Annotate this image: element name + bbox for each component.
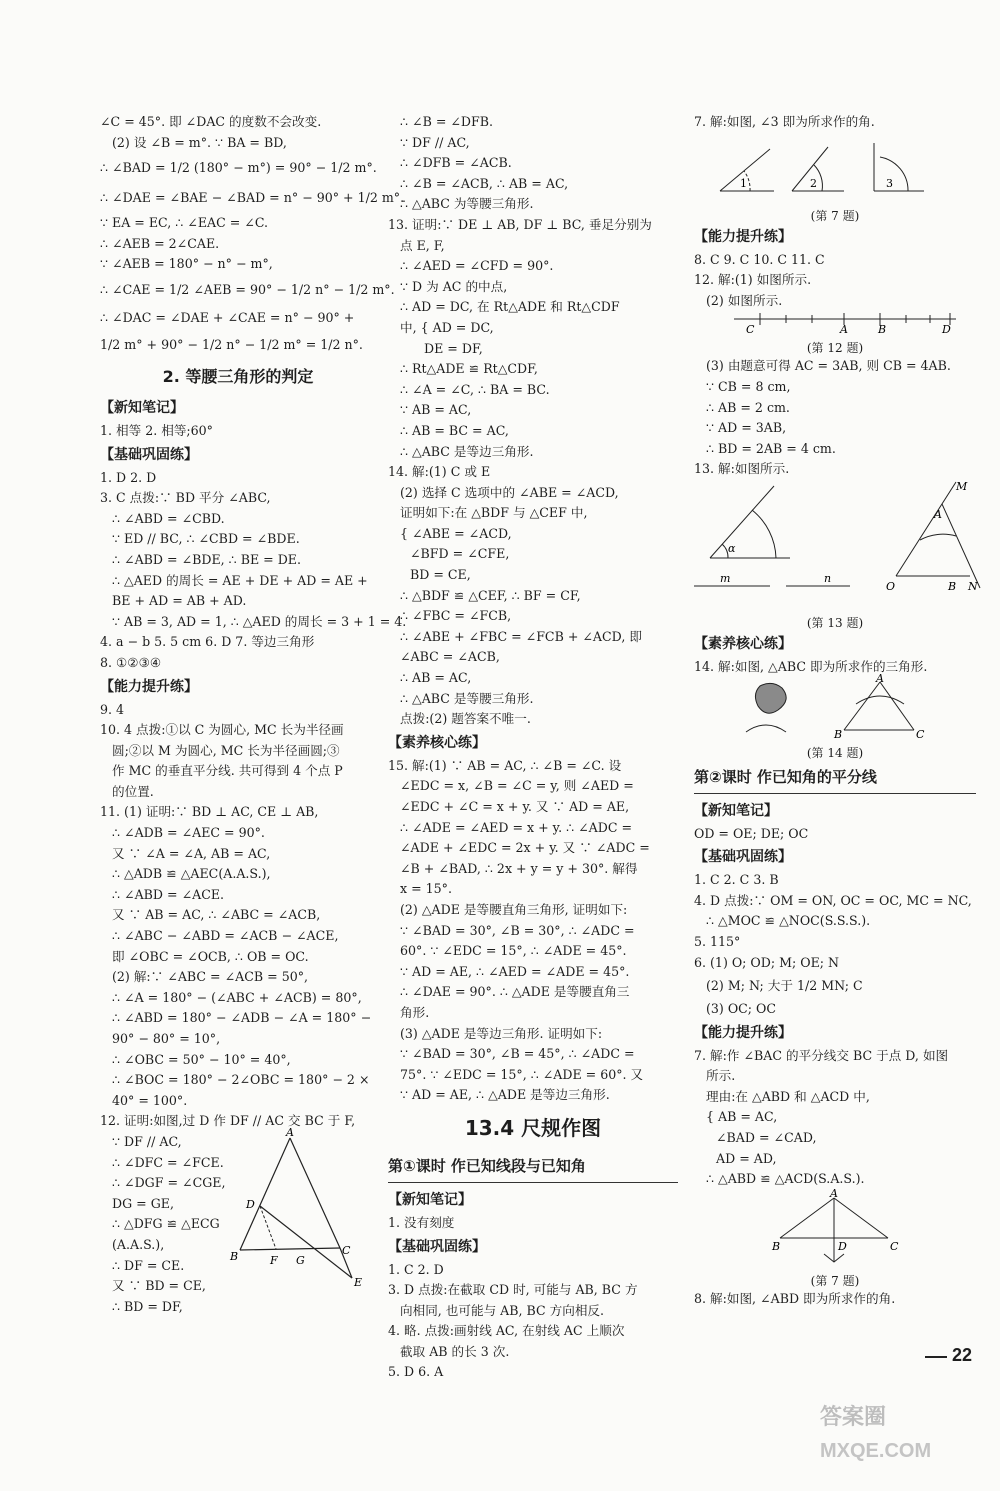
text-line: 1. C 2. C 3. B bbox=[694, 872, 779, 888]
text-line: 14. 解:(1) C 或 E bbox=[388, 464, 491, 480]
text-line: 又 ∵ BD = CE, bbox=[112, 1278, 206, 1294]
segment-diagram bbox=[694, 311, 976, 335]
text-line: (2) 解:∵ ∠ABC = ∠ACB = 50°, bbox=[112, 969, 309, 985]
vertex-label: D bbox=[246, 1197, 255, 1211]
text-line: 点拨:(2) 题答案不唯一. bbox=[400, 711, 531, 727]
text-line: 所示. bbox=[706, 1068, 736, 1084]
text-line: ∴ ∠AEB = 2∠CAE. bbox=[100, 235, 220, 251]
text-line: ∴ ∠DAC = ∠DAE + ∠CAE = n° − 90° + bbox=[100, 309, 355, 325]
vertex-label: C bbox=[916, 727, 925, 741]
subsection-label: 【新知笔记】 bbox=[100, 399, 184, 416]
column-left bbox=[100, 112, 407, 1322]
text-line: ∠EDC + ∠C = x + y. 又 ∵ AD = AE, bbox=[400, 799, 630, 814]
figure-caption: (第 7 题) bbox=[810, 1273, 860, 1288]
text-line: ∴ ∠ABD = 180° − ∠ADB − ∠A = 180° − bbox=[112, 1010, 372, 1026]
vertex-label: G bbox=[296, 1253, 305, 1267]
text-line: 7. 解:作 ∠BAC 的平分线交 BC 于点 D, 如图 bbox=[694, 1047, 949, 1063]
text-line: 又 ∵ AB = AC, ∴ ∠ABC = ∠ACB, bbox=[112, 907, 321, 923]
vertex-label: A bbox=[830, 1186, 838, 1200]
text-line: ∴ △ABC 是等边三角形. bbox=[400, 443, 534, 459]
text-line: ∴ AB = AC, bbox=[400, 670, 472, 686]
text-line: x = 15°. bbox=[400, 881, 452, 897]
text-line: ∴ BD = DF, bbox=[112, 1298, 183, 1314]
point-label: A bbox=[840, 323, 848, 337]
angle-label: 2 bbox=[810, 176, 817, 190]
text-line: (3) △ADE 是等边三角形. 证明如下: bbox=[400, 1025, 603, 1041]
angle-label: α bbox=[728, 541, 736, 555]
text-line: ∵ ED // BC, ∴ ∠CBD = ∠BDE. bbox=[112, 531, 300, 547]
text-line: (2) 设 ∠B = m°. ∵ BA = BD, bbox=[112, 134, 287, 150]
text-line: ∴ ∠BOC = 180° − 2∠OBC = 180° − 2 × bbox=[112, 1072, 370, 1088]
figure-caption: (第 7 题) bbox=[810, 208, 860, 223]
subsection-label: 【能力提升练】 bbox=[100, 678, 198, 695]
text-line: ∴ ∠FBC = ∠FCB, bbox=[400, 608, 512, 624]
text-line: ∴ ∠DAE = ∠BAE − ∠BAD = n° − 90° + 1/2 m°. bbox=[100, 190, 405, 206]
text-line: ∵ AD = AE, ∴ ∠AED = ∠ADE = 45°. bbox=[400, 963, 630, 979]
text-line: AD = AD, bbox=[716, 1150, 777, 1166]
subsection-label: 【能力提升练】 bbox=[694, 1024, 792, 1041]
text-line: ∴ ∠B = ∠ACB, ∴ AB = AC, bbox=[400, 175, 569, 191]
text-line: ∴ △ABD ≌ △ACD(S.A.S.). bbox=[706, 1171, 865, 1187]
vertex-label: F bbox=[270, 1253, 278, 1267]
text-line: 8. ①②③④ bbox=[100, 654, 162, 670]
vertex-label: E bbox=[354, 1275, 363, 1289]
text-line: (2) △ADE 是等腰直角三角形, 证明如下: bbox=[400, 901, 628, 917]
text-line: BE + AD = AB + AD. bbox=[112, 593, 247, 609]
subsection-label: 【能力提升练】 bbox=[694, 228, 792, 245]
text-line: ∴ ∠DFC = ∠FCE. bbox=[112, 1154, 224, 1170]
text-line: 的位置. bbox=[112, 783, 154, 799]
text-line: ∠EDC = x, ∠B = ∠C = y, 则 ∠AED = bbox=[400, 778, 634, 794]
text-line: 6. (1) O; OD; M; OE; N bbox=[694, 954, 840, 970]
triangle-diagram bbox=[230, 1125, 370, 1302]
column-middle bbox=[388, 112, 678, 1383]
text-line: ∴ △AED 的周长 = AE + DE + AD = AE + bbox=[112, 572, 368, 588]
vertex-label: B bbox=[772, 1239, 781, 1253]
text-line: ∠BFD = ∠CFE, bbox=[410, 546, 510, 562]
text-line: ∴ ∠OBC = 50° − 10° = 40°, bbox=[112, 1051, 291, 1067]
subsection-label: 【素养核心练】 bbox=[694, 635, 792, 652]
text-line: ∴ AB = 2 cm. bbox=[706, 399, 790, 415]
watermark: 答案圈 bbox=[820, 1404, 887, 1429]
point-label: O bbox=[886, 579, 896, 593]
text-line: ∵ ∠BAD = 30°, ∠B = 45°, ∴ ∠ADC = bbox=[400, 1046, 635, 1062]
text-line: ∴ ∠DFB = ∠ACB. bbox=[400, 155, 512, 171]
text-line: ∴ ∠ABD = ∠BDE, ∴ BE = DE. bbox=[112, 551, 301, 567]
bisector-diagram bbox=[694, 1186, 976, 1268]
segment-label: m bbox=[720, 571, 731, 585]
figure-q12-left bbox=[100, 1125, 376, 1322]
text-line: 4. 略. 点拨:画射线 AC, 在射线 AC 上顺次 bbox=[388, 1323, 625, 1339]
text-line: ∵ ∠AEB = 180° − n° − m°, bbox=[100, 256, 273, 272]
text-line: 截取 AB 的长 3 次. bbox=[400, 1343, 510, 1359]
text-line: ∵ AD = AE, ∴ △ADE 是等边三角形. bbox=[400, 1087, 610, 1103]
text-line: (2) M; N; 大于 1/2 MN; C bbox=[706, 978, 863, 994]
text-line: 向相同, 也可能与 AB, BC 方向相反. bbox=[400, 1302, 605, 1318]
text-line: ∵ AD = 3AB, bbox=[706, 420, 787, 436]
text-line: ∴ △ADB ≌ △AEC(A.A.S.), bbox=[112, 866, 271, 882]
text-line: ∴ ∠AED = ∠CFD = 90°. bbox=[400, 258, 554, 274]
text-line: 中, { AD = DC, bbox=[400, 319, 494, 335]
text-line: (2) 如图所示. bbox=[706, 292, 783, 308]
text-line: 1. 相等 2. 相等;60° bbox=[100, 422, 213, 438]
text-line: 即 ∠OBC = ∠OCB, ∴ OB = OC. bbox=[112, 948, 309, 964]
subsection-label: 【新知笔记】 bbox=[388, 1191, 472, 1208]
text-line: 13. 证明:∵ DE ⊥ AB, DF ⊥ BC, 垂足分别为 bbox=[388, 216, 652, 232]
text-line: ∴ DF = CE. bbox=[112, 1257, 185, 1273]
text-line: (A.A.S.), bbox=[112, 1236, 165, 1252]
text-line: 1. C 2. D bbox=[388, 1261, 444, 1277]
text-line: 3. D 点拨:在截取 CD 时, 可能与 AB, BC 方 bbox=[388, 1282, 638, 1298]
text-line: { ∠ABE = ∠ACD, bbox=[400, 525, 512, 541]
angle-label: 1 bbox=[740, 176, 747, 190]
subsection-label: 【基础巩固练】 bbox=[100, 446, 198, 463]
figure-caption: (第 14 题) bbox=[806, 745, 864, 760]
text-line: 90° − 80° = 10°, bbox=[112, 1031, 221, 1046]
point-label: A bbox=[934, 507, 942, 521]
text-line: DE = DF, bbox=[424, 340, 483, 356]
watermark-url: MXQE.COM bbox=[820, 1440, 932, 1462]
text-line: ∴ ∠BAD = 1/2 (180° − m°) = 90° − 1/2 m°. bbox=[100, 160, 377, 176]
segment-label: n bbox=[824, 571, 832, 585]
text-line: ∴ ∠ADB = ∠AEC = 90°. bbox=[112, 825, 265, 841]
text-line: ∴ △ABC 是等腰三角形. bbox=[400, 690, 534, 706]
angle-label: 3 bbox=[886, 176, 893, 190]
text-line: ∵ AB = AC, bbox=[400, 402, 472, 418]
text-line: 证明如下:在 △BDF 与 △CEF 中, bbox=[400, 505, 588, 521]
text-line: ∵ EA = EC, ∴ ∠EAC = ∠C. bbox=[100, 215, 269, 231]
text-line: ∴ ∠A = 180° − (∠ABC + ∠ACB) = 80°, bbox=[112, 989, 362, 1005]
text-line: 10. 4 点拨:①以 C 为圆心, MC 长为半径画 bbox=[100, 722, 344, 738]
text-line: ∴ △MOC ≌ △NOC(S.S.S.). bbox=[706, 913, 871, 929]
text-line: ∴ △DFG ≌ △ECG bbox=[112, 1216, 220, 1232]
text-line: 3. C 点拨:∵ BD 平分 ∠ABC, bbox=[100, 490, 271, 506]
text-line: 1. 没有刻度 bbox=[388, 1214, 455, 1230]
text-line: ∵ CB = 8 cm, bbox=[706, 378, 791, 394]
figure-caption: (第 13 题) bbox=[806, 615, 864, 630]
point-label: M bbox=[956, 479, 968, 493]
text-line: DG = GE, bbox=[112, 1195, 174, 1211]
triangle-construction-diagram bbox=[694, 480, 976, 610]
text-line: OD = OE; DE; OC bbox=[694, 825, 809, 841]
text-line: ∴ ∠ABD = ∠CBD. bbox=[112, 510, 225, 526]
text-line: ∠ABC = ∠ACB, bbox=[400, 649, 500, 665]
subsection-label: 【新知笔记】 bbox=[694, 802, 778, 819]
triangle-diagram-q14 bbox=[694, 671, 976, 741]
text-line: ∴ ∠ABE + ∠FBC = ∠FCB + ∠ACD, 即 bbox=[400, 628, 642, 644]
lesson-heading: 第①课时 作已知线段与已知角 bbox=[388, 1150, 678, 1183]
text-line: ∴ ∠CAE = 1/2 ∠AEB = 90° − 1/2 n° − 1/2 m°. bbox=[100, 281, 395, 297]
subsection-label: 【基础巩固练】 bbox=[694, 849, 792, 866]
text-line: (3) 由题意可得 AC = 3AB, 则 CB = 4AB. bbox=[706, 358, 951, 374]
text-line: 点 E, F, bbox=[400, 237, 445, 253]
text-line: ∴ ∠DGF = ∠CGE, bbox=[112, 1175, 226, 1191]
text-line: 1. D 2. D bbox=[100, 469, 157, 485]
text-line: 1/2 m° + 90° − 1/2 n° − 1/2 m° = 1/2 n°. bbox=[100, 336, 363, 352]
figure-caption: (第 12 题) bbox=[806, 341, 864, 356]
text-line: 11. (1) 证明:∵ BD ⊥ AC, CE ⊥ AB, bbox=[100, 804, 319, 820]
vertex-label: C bbox=[890, 1239, 899, 1253]
vertex-label: B bbox=[834, 727, 843, 741]
text-line: 12. 解:(1) 如图所示. bbox=[694, 272, 812, 288]
subsection-label: 【素养核心练】 bbox=[388, 734, 486, 751]
text-line: 5. D 6. A bbox=[388, 1364, 444, 1380]
page-number-rule bbox=[925, 1356, 947, 1358]
text-line: ∵ ∠BAD = 30°, ∠B = 30°, ∴ ∠ADC = bbox=[400, 922, 635, 938]
text-line: 4. D 点拨:∵ OM = ON, OC = OC, MC = NC, bbox=[694, 892, 972, 908]
text-line: ∴ ∠ABD = ∠ACE. bbox=[112, 886, 225, 902]
text-line: ∴ AB = BC = AC, bbox=[400, 422, 509, 438]
text-line: 角形. bbox=[400, 1004, 430, 1020]
text-line: 又 ∵ ∠A = ∠A, AB = AC, bbox=[112, 845, 271, 861]
text-line: BD = CE, bbox=[410, 567, 471, 583]
text-line: 14. 解:如图, △ABC 即为所求作的三角形. bbox=[694, 658, 928, 674]
text-line: 4. a − b 5. 5 cm 6. D 7. 等边三角形 bbox=[100, 634, 315, 650]
text-line: 理由:在 △ABD 和 △ACD 中, bbox=[706, 1088, 870, 1104]
text-line: 60°. ∵ ∠EDC = 15°, ∴ ∠ADE = 45°. bbox=[400, 943, 627, 959]
point-label: B bbox=[878, 323, 887, 337]
angle-construction-diagram bbox=[694, 133, 976, 203]
text-line: ∴ AD = DC, 在 Rt△ADE 和 Rt△CDF bbox=[400, 299, 620, 315]
text-line: ∴ △ABC 为等腰三角形. bbox=[400, 196, 534, 212]
text-line: 8. 解:如图, ∠ABD 即为所求作的角. bbox=[694, 1290, 896, 1306]
text-line: (3) OC; OC bbox=[706, 1001, 777, 1017]
vertex-label: A bbox=[876, 671, 884, 685]
text-line: ∴ ∠A = ∠C, ∴ BA = BC. bbox=[400, 381, 550, 397]
text-line: ∠ADE + ∠EDC = 2x + y. 又 ∵ ∠ADC = bbox=[400, 840, 650, 856]
chapter-heading: 13.4 尺规作图 bbox=[464, 1115, 602, 1140]
point-label: N bbox=[968, 579, 978, 593]
text-line: ∴ ∠B = ∠DFB. bbox=[400, 114, 494, 129]
text-line: 7. 解:如图, ∠3 即为所求作的角. bbox=[694, 114, 875, 129]
vertex-label: B bbox=[230, 1249, 239, 1263]
text-line: 8. C 9. C 10. C 11. C bbox=[694, 251, 825, 267]
vertex-label: A bbox=[286, 1125, 294, 1139]
text-line: (2) 选择 C 选项中的 ∠ABE = ∠ACD, bbox=[400, 484, 619, 500]
page-number: 22 bbox=[952, 1345, 973, 1365]
text-line: ∴ ∠ABC − ∠ABD = ∠ACB − ∠ACE, bbox=[112, 928, 339, 944]
text-line: 9. 4 bbox=[100, 701, 125, 717]
text-line: ∴ Rt△ADE ≌ Rt△CDF, bbox=[400, 361, 538, 377]
point-label: C bbox=[746, 323, 755, 337]
column-right bbox=[694, 112, 976, 1309]
text-line: 12. 证明:如图,过 D 作 DF // AC 交 BC 于 F, bbox=[100, 1113, 356, 1129]
section-heading: 2. 等腰三角形的判定 bbox=[162, 366, 314, 386]
text-line: ∴ ∠DAE = 90°. ∴ △ADE 是等腰直角三 bbox=[400, 984, 630, 1000]
text-line: { AB = AC, bbox=[706, 1109, 778, 1125]
text-line: ∴ △BDF ≌ △CEF, ∴ BF = CF, bbox=[400, 587, 581, 603]
text-line: ∴ ∠ADE = ∠AED = x + y. ∴ ∠ADC = bbox=[400, 819, 633, 835]
text-line: 15. 解:(1) ∵ AB = AC, ∴ ∠B = ∠C. 设 bbox=[388, 757, 622, 773]
point-label: B bbox=[948, 579, 957, 593]
text-line: 40° = 100°. bbox=[112, 1092, 188, 1108]
text-line: ∵ DF // AC, bbox=[400, 134, 470, 150]
text-line: ∠B + ∠BAD, ∴ 2x + y = y + 30°. 解得 bbox=[400, 860, 638, 876]
vertex-label: D bbox=[838, 1239, 847, 1253]
text-line: ∠BAD = ∠CAD, bbox=[716, 1130, 817, 1146]
point-label: D bbox=[942, 323, 951, 337]
text-line: ∠C = 45°. 即 ∠DAC 的度数不会改变. bbox=[100, 114, 322, 129]
text-line: 13. 解:如图所示. bbox=[694, 461, 790, 477]
text-line: ∵ AB = 3, AD = 1, ∴ △AED 的周长 = 3 + 1 = 4. bbox=[112, 613, 407, 629]
subsection-label: 【基础巩固练】 bbox=[388, 1238, 486, 1255]
text-line: ∵ D 为 AC 的中点, bbox=[400, 278, 508, 294]
text-line: 作 MC 的垂直平分线. 共可得到 4 个点 P bbox=[112, 763, 343, 779]
text-line: 75°. ∵ ∠EDC = 15°, ∴ ∠ADE = 60°. 又 bbox=[400, 1066, 644, 1082]
text-line: ∴ BD = 2AB = 4 cm. bbox=[706, 440, 836, 456]
lesson-heading: 第②课时 作已知角的平分线 bbox=[694, 761, 976, 794]
text-line: 5. 115° bbox=[694, 933, 741, 949]
text-line: ∵ DF // AC, bbox=[112, 1133, 182, 1149]
vertex-label: C bbox=[342, 1243, 351, 1257]
text-line: 圆;②以 M 为圆心, MC 长为半径画圆;③ bbox=[112, 742, 340, 758]
